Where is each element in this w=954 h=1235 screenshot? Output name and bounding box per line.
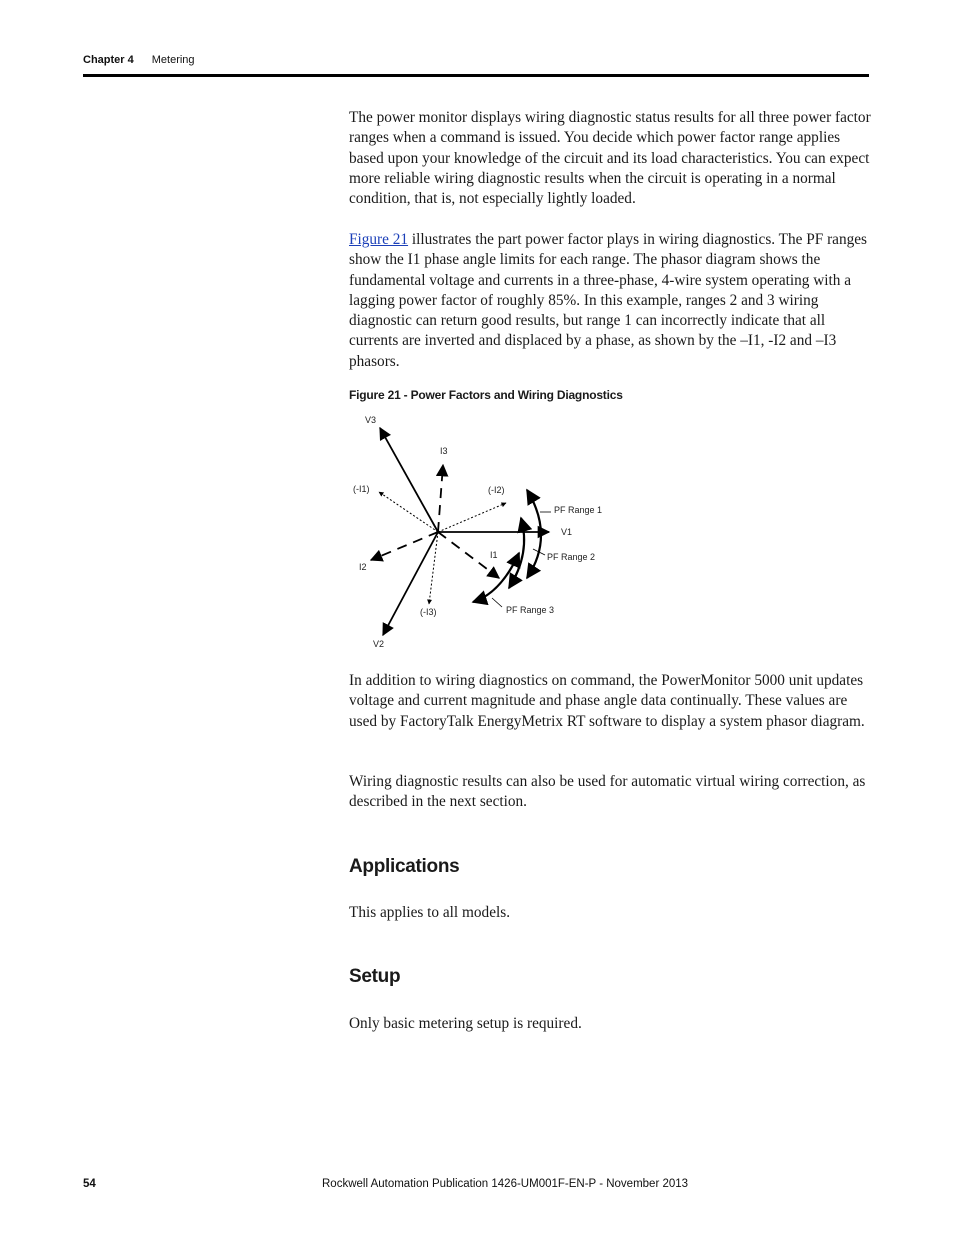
i3-phasor bbox=[438, 465, 443, 532]
paragraph-4: Wiring diagnostic results can also be used for automatic virtual wiring correction, as described in the next section. bbox=[349, 773, 866, 811]
neg-i2-label: (-I2) bbox=[488, 485, 505, 495]
paragraph-3: In addition to wiring diagnostics on command, the PowerMonitor 5000 unit updates voltage and current magnitude and phase angle data continually. These values are used by FactoryTalk EnergyMetrix RT software to display a system phasor diagram. bbox=[349, 672, 865, 730]
header-rule bbox=[83, 74, 869, 77]
applications-text: This applies to all models. bbox=[349, 904, 511, 921]
running-header bbox=[83, 54, 195, 66]
paragraph-2 bbox=[349, 230, 871, 372]
pf-range-1-arc bbox=[527, 490, 541, 578]
i3-label: I3 bbox=[440, 446, 448, 456]
i1-label: I1 bbox=[490, 550, 498, 560]
setup-text: Only basic metering setup is required. bbox=[349, 1015, 582, 1032]
setup-heading: Setup bbox=[349, 966, 401, 987]
pf-range-3-label: PF Range 3 bbox=[506, 605, 555, 615]
i2-phasor bbox=[371, 532, 438, 560]
figure-21-link[interactable]: Figure 21 bbox=[349, 231, 409, 248]
pf-range-2-arc bbox=[509, 518, 524, 588]
phasor-diagram bbox=[349, 408, 619, 656]
pf-range-3-leader bbox=[492, 598, 502, 607]
setup-text-block bbox=[349, 1014, 871, 1034]
pf-range-1-label: PF Range 1 bbox=[554, 505, 603, 515]
publication-info: Rockwell Automation Publication 1426-UM001F-EN-P - November 2013 bbox=[322, 1178, 689, 1190]
paragraph-1: The power monitor displays wiring diagnostic status results for all three power factor ranges when a command is issued. You decide which power factor range applies based upon your knowledge of the circuit and its load characteristics. You can expect more reliable wiring diagnostic results when the circuit is operating in a normal condition, that is, not especially lightly loaded. bbox=[349, 109, 871, 208]
figure-caption: Figure 21 - Power Factors and Wiring Diagnostics bbox=[349, 388, 623, 402]
page-number: 54 bbox=[83, 1178, 96, 1190]
v3-phasor bbox=[380, 428, 438, 532]
neg-i1-label: (-I1) bbox=[353, 484, 370, 494]
v1-label: V1 bbox=[561, 527, 573, 537]
v2-phasor bbox=[383, 532, 438, 635]
paragraph-2-text: illustrates the part power factor plays in wiring diagnostics. The PF ranges show the I1 phase angle limits for each range. The phasor diagram shows the fundamental voltage and currents in a three-phase, 4-wire system operating with a lagging power factor of roughly 85%. In this example, ranges 2 and 3 wiring diagnostic can return good results, but range 1 can incorrectly indicate that all currents are inverted and displaced by a phase, as shown by the –I1, -I2 and –I3 phasors. bbox=[349, 231, 868, 370]
applications-text-block bbox=[349, 903, 871, 923]
i2-label: I2 bbox=[359, 562, 367, 572]
neg-i2-phasor bbox=[438, 503, 506, 532]
pf-range-2-label: PF Range 2 bbox=[547, 552, 596, 562]
pf-range-3-arc bbox=[473, 553, 519, 602]
neg-i3-phasor bbox=[429, 532, 438, 604]
neg-i3-label: (-I3) bbox=[420, 607, 437, 617]
chapter-label: Chapter 4 bbox=[83, 54, 134, 66]
v2-label: V2 bbox=[373, 639, 385, 649]
applications-section bbox=[349, 856, 871, 878]
section-label: Metering bbox=[151, 54, 195, 66]
neg-i1-phasor bbox=[379, 492, 438, 532]
applications-heading: Applications bbox=[349, 856, 460, 877]
v3-label: V3 bbox=[365, 415, 377, 425]
setup-section bbox=[349, 966, 871, 988]
